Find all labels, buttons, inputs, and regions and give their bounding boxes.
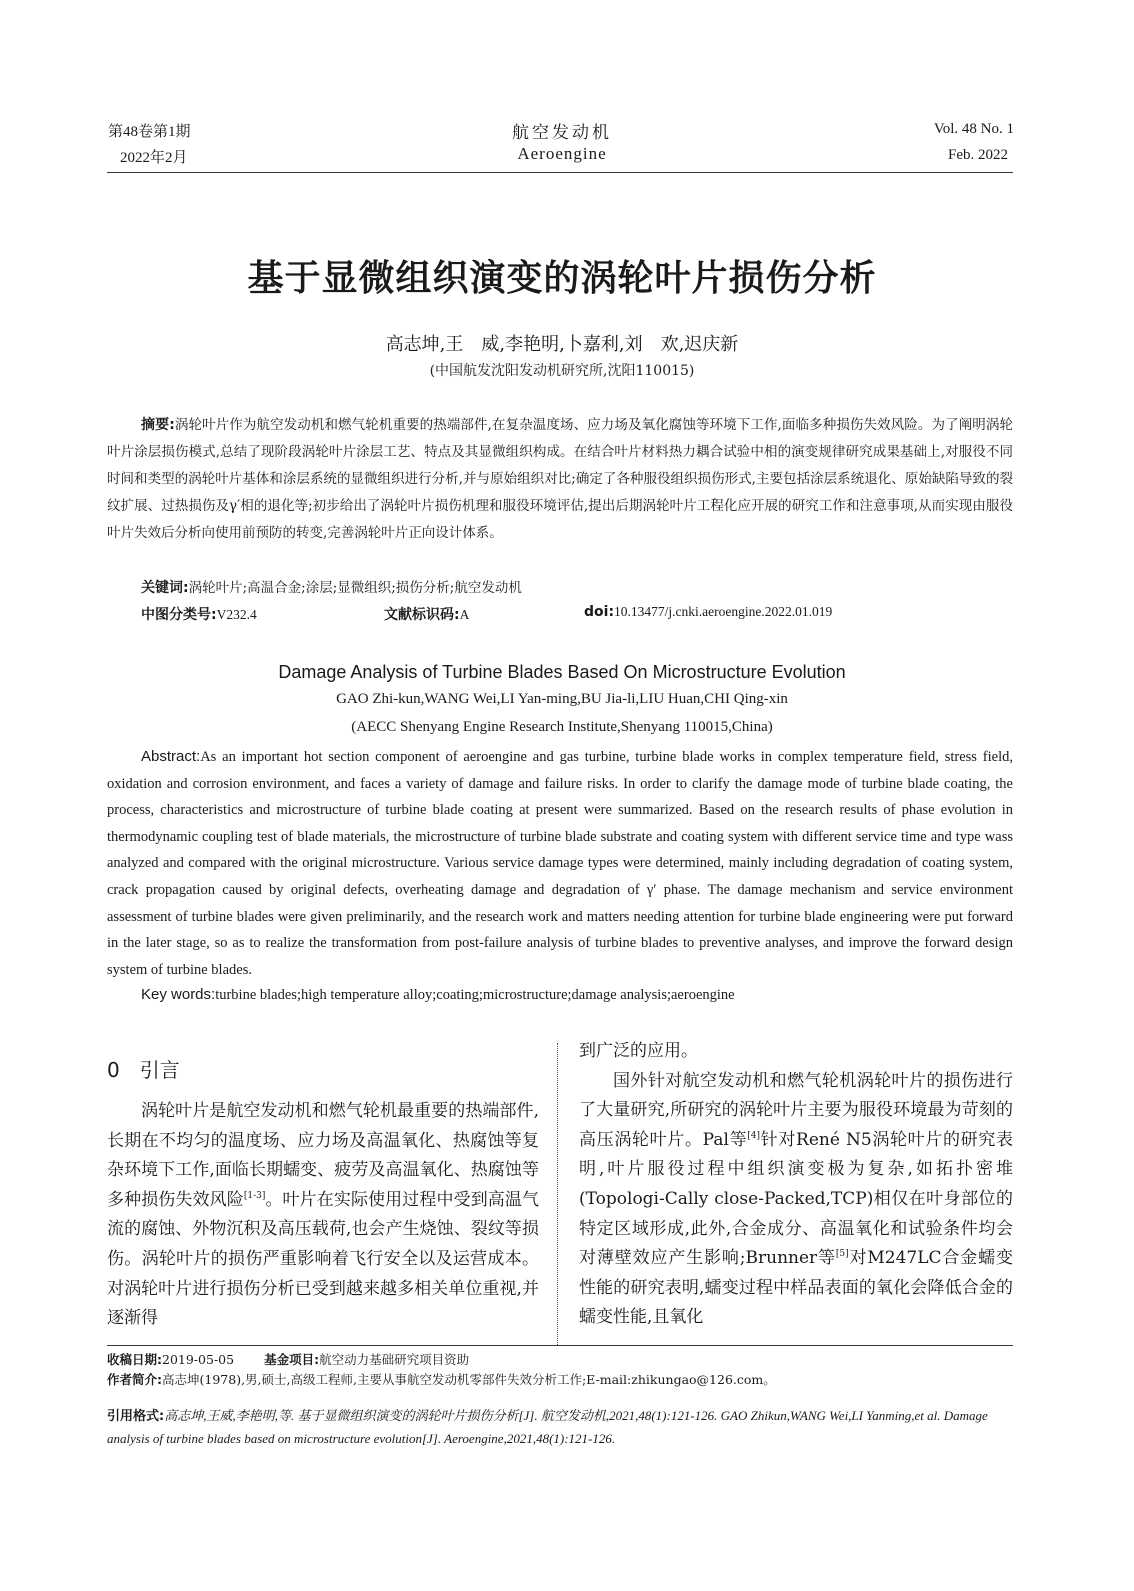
section-number: 0 (107, 1058, 120, 1082)
received-value: 2019-05-05 (162, 1352, 235, 1367)
document-code (384, 604, 469, 624)
reference-marker: [1-3] (243, 1190, 266, 1201)
header-journal-cn: 航空发动机 (512, 123, 612, 142)
footnote-author-bio (107, 1370, 776, 1388)
reference-marker: [4] (747, 1130, 761, 1141)
citation-text: 高志坤,王威,李艳明,等. 基于显微组织演变的涡轮叶片损伤分析[J]. 航空发动机,2021,48(1):121-126. GAO Zhikun,WANG Wei,LI Yanming,et al. Damage analysis of turbine blades based on microstructure evolution[J]. Aeroengine,2021,48(1):121-126. (107, 1408, 988, 1446)
body-left-text-1: 涡轮叶片是航空发动机和燃气轮机最重要的热端部件,长期在不均匀的温度场、应力场及高温氧化、热腐蚀等复杂环境下工作,面临长期蠕变、疲劳及高温氧化、热腐蚀等多种损伤失效风险 (107, 1101, 539, 1210)
body-left-column (107, 1097, 539, 1334)
keywords-en-label: Key words: (141, 986, 216, 1003)
header-volume-issue-cn: 第48卷第1期 (108, 124, 191, 140)
footnote-received-fund (107, 1350, 469, 1368)
author-list: 高志坤,王 威,李艳明,卜嘉利,刘 欢,迟庆新 (385, 334, 739, 355)
body-right-paragraph (579, 1067, 1013, 1333)
doi (584, 604, 832, 620)
doi-label: doi: (584, 604, 615, 620)
body-right-continuation: 到广泛的应用。 (579, 1041, 698, 1061)
keywords-cn-text: 涡轮叶片;高温合金;涂层;显微组织;损伤分析;航空发动机 (188, 580, 522, 596)
abstract-cn (107, 412, 1013, 547)
paper-title: 基于显微组织演变的涡轮叶片损伤分析 (247, 257, 877, 299)
keywords-en-text: turbine blades;high temperature alloy;coating;microstructure;damage analysis;aeroengine (215, 987, 735, 1003)
clc-value: V232.4 (216, 607, 257, 622)
header-volume-issue-en: Vol. 48 No. 1 (933, 121, 1014, 137)
column-divider (557, 1043, 558, 1345)
abstract-en (107, 744, 1013, 983)
header-date-en: Feb. 2022 (948, 147, 1008, 163)
body-right-column (579, 1037, 1013, 1333)
citation-format (107, 1405, 1013, 1451)
section-heading (107, 1054, 180, 1083)
author-bio-label: 作者简介: (107, 1372, 162, 1387)
body-left-text-2: 。叶片在实际使用过程中受到高温气流的腐蚀、外物沉积及高压载荷,也会产生烧蚀、裂纹等损伤。涡轮叶片的损伤严重影响着飞行安全以及运营成本。对涡轮叶片进行损伤分析已受到越来越多相关单位重视,并逐渐得 (107, 1189, 539, 1329)
body-right-text-1: 国外针对航空发动机和燃气轮机涡轮叶片的损伤进行了大量研究,所研究的涡轮叶片主要为服役环境最为苛刻的高压涡轮叶片。Pal等 (579, 1070, 1013, 1150)
body-right-text-3: 对M247LC合金蠕变性能的研究表明,蠕变过程中样品表面的氧化会降低合金的蠕变性能,且氧化 (579, 1248, 1013, 1328)
paper-title-en: Damage Analysis of Turbine Blades Based On Microstructure Evolution (278, 662, 846, 682)
document-code-label: 文献标识码: (384, 607, 460, 623)
abstract-cn-text: 涡轮叶片作为航空发动机和燃气轮机重要的热端部件,在复杂温度场、应力场及氧化腐蚀等环境下工作,面临多种损伤失效风险。为了阐明涡轮叶片涂层损伤模式,总结了现阶段涡轮叶片涂层工艺、特点及其显微组织构成。在结合叶片材料热力耦合试验中相的演变规律研究成果基础上,对服役不同时间和类型的涡轮叶片基体和涂层系统的显微组织进行分析,并与原始组织对比;确定了各种服役组织损伤形式,主要包括涂层系统退化、原始缺陷导致的裂纹扩展、过热损伤及γ′相的退化等;初步给出了涡轮叶片损伤机理和服役环境评估,提出后期涡轮叶片工程化应开展的研究工作和注意事项,从而实现由服役叶片失效后分析向使用前预防的转变,完善涡轮叶片正向设计体系。 (107, 417, 1013, 541)
header-rule (107, 172, 1013, 173)
clc-label: 中图分类号: (141, 607, 217, 623)
doi-value: 10.13477/j.cnki.aeroengine.2022.01.019 (614, 604, 833, 619)
reference-marker: [5] (835, 1249, 849, 1260)
abstract-cn-label: 摘要: (141, 417, 175, 433)
keywords-cn-label: 关键词: (141, 580, 189, 596)
author-bio-value: 高志坤(1978),男,硕士,高级工程师,主要从事航空发动机零部件失效分析工作;E-mail:zhikungao@126.com。 (162, 1372, 776, 1387)
fund-label: 基金项目: (264, 1352, 320, 1367)
affiliation: (中国航发沈阳发动机研究所,沈阳110015) (429, 363, 695, 379)
document-code-value: A (459, 607, 470, 622)
section-title: 引言 (139, 1058, 180, 1082)
fund-value: 航空动力基础研究项目资助 (319, 1352, 470, 1367)
footnote-rule (107, 1345, 1013, 1346)
header-date-cn: 2022年2月 (120, 150, 188, 166)
abstract-en-label: Abstract: (141, 748, 201, 765)
header-journal-en: Aeroengine (517, 144, 607, 163)
body-right-text-2: 针对René N5涡轮叶片的研究表明,叶片服役过程中组织演变极为复杂,如拓扑密堆(Topologi-Cally close-Packed,TCP)相仅在叶身部位的特定区域形成,此外,合金成分、高温氧化和试验条件均会对薄壁效应产生影响;Brunner等 (579, 1129, 1013, 1269)
citation-label: 引用格式: (107, 1409, 165, 1424)
abstract-en-text: As an important hot section component of aeroengine and gas turbine, turbine blade works in complex temperature field, stress field, oxidation and corrosion environment, and faces a variety of damage and failure risks. In order to clarify the damage mode of turbine blade coating, the process, characteristics and microstructure of turbine blade coating at present were summarized. Based on the research results of phase evolution in thermodynamic coupling test of blade materials, the microstructure of turbine blade substrate and coating system with different service time and type wass analyzed and compared with the original microstructure. Various service damage types were determined, mainly including degradation of coating system, crack propagation caused by original defects, overheating damage and degradation of γ′ phase. The damage mechanism and service environment assessment of turbine blades were given preliminarily, and the research work and matters needing attention for turbine blade engineering were put forward in the later stage, so as to realize the transformation from post-failure analysis of turbine blades to preventive analyses, and improve the forward design system of turbine blades. (107, 749, 1013, 978)
keywords-cn (141, 576, 522, 597)
author-list-en: GAO Zhi-kun,WANG Wei,LI Yan-ming,BU Jia-li,LIU Huan,CHI Qing-xin (336, 691, 788, 707)
keywords-en (141, 986, 735, 1004)
clc-number (141, 604, 257, 624)
received-label: 收稿日期: (107, 1352, 162, 1367)
affiliation-en: (AECC Shenyang Engine Research Institute,Shenyang 110015,China) (351, 719, 773, 735)
